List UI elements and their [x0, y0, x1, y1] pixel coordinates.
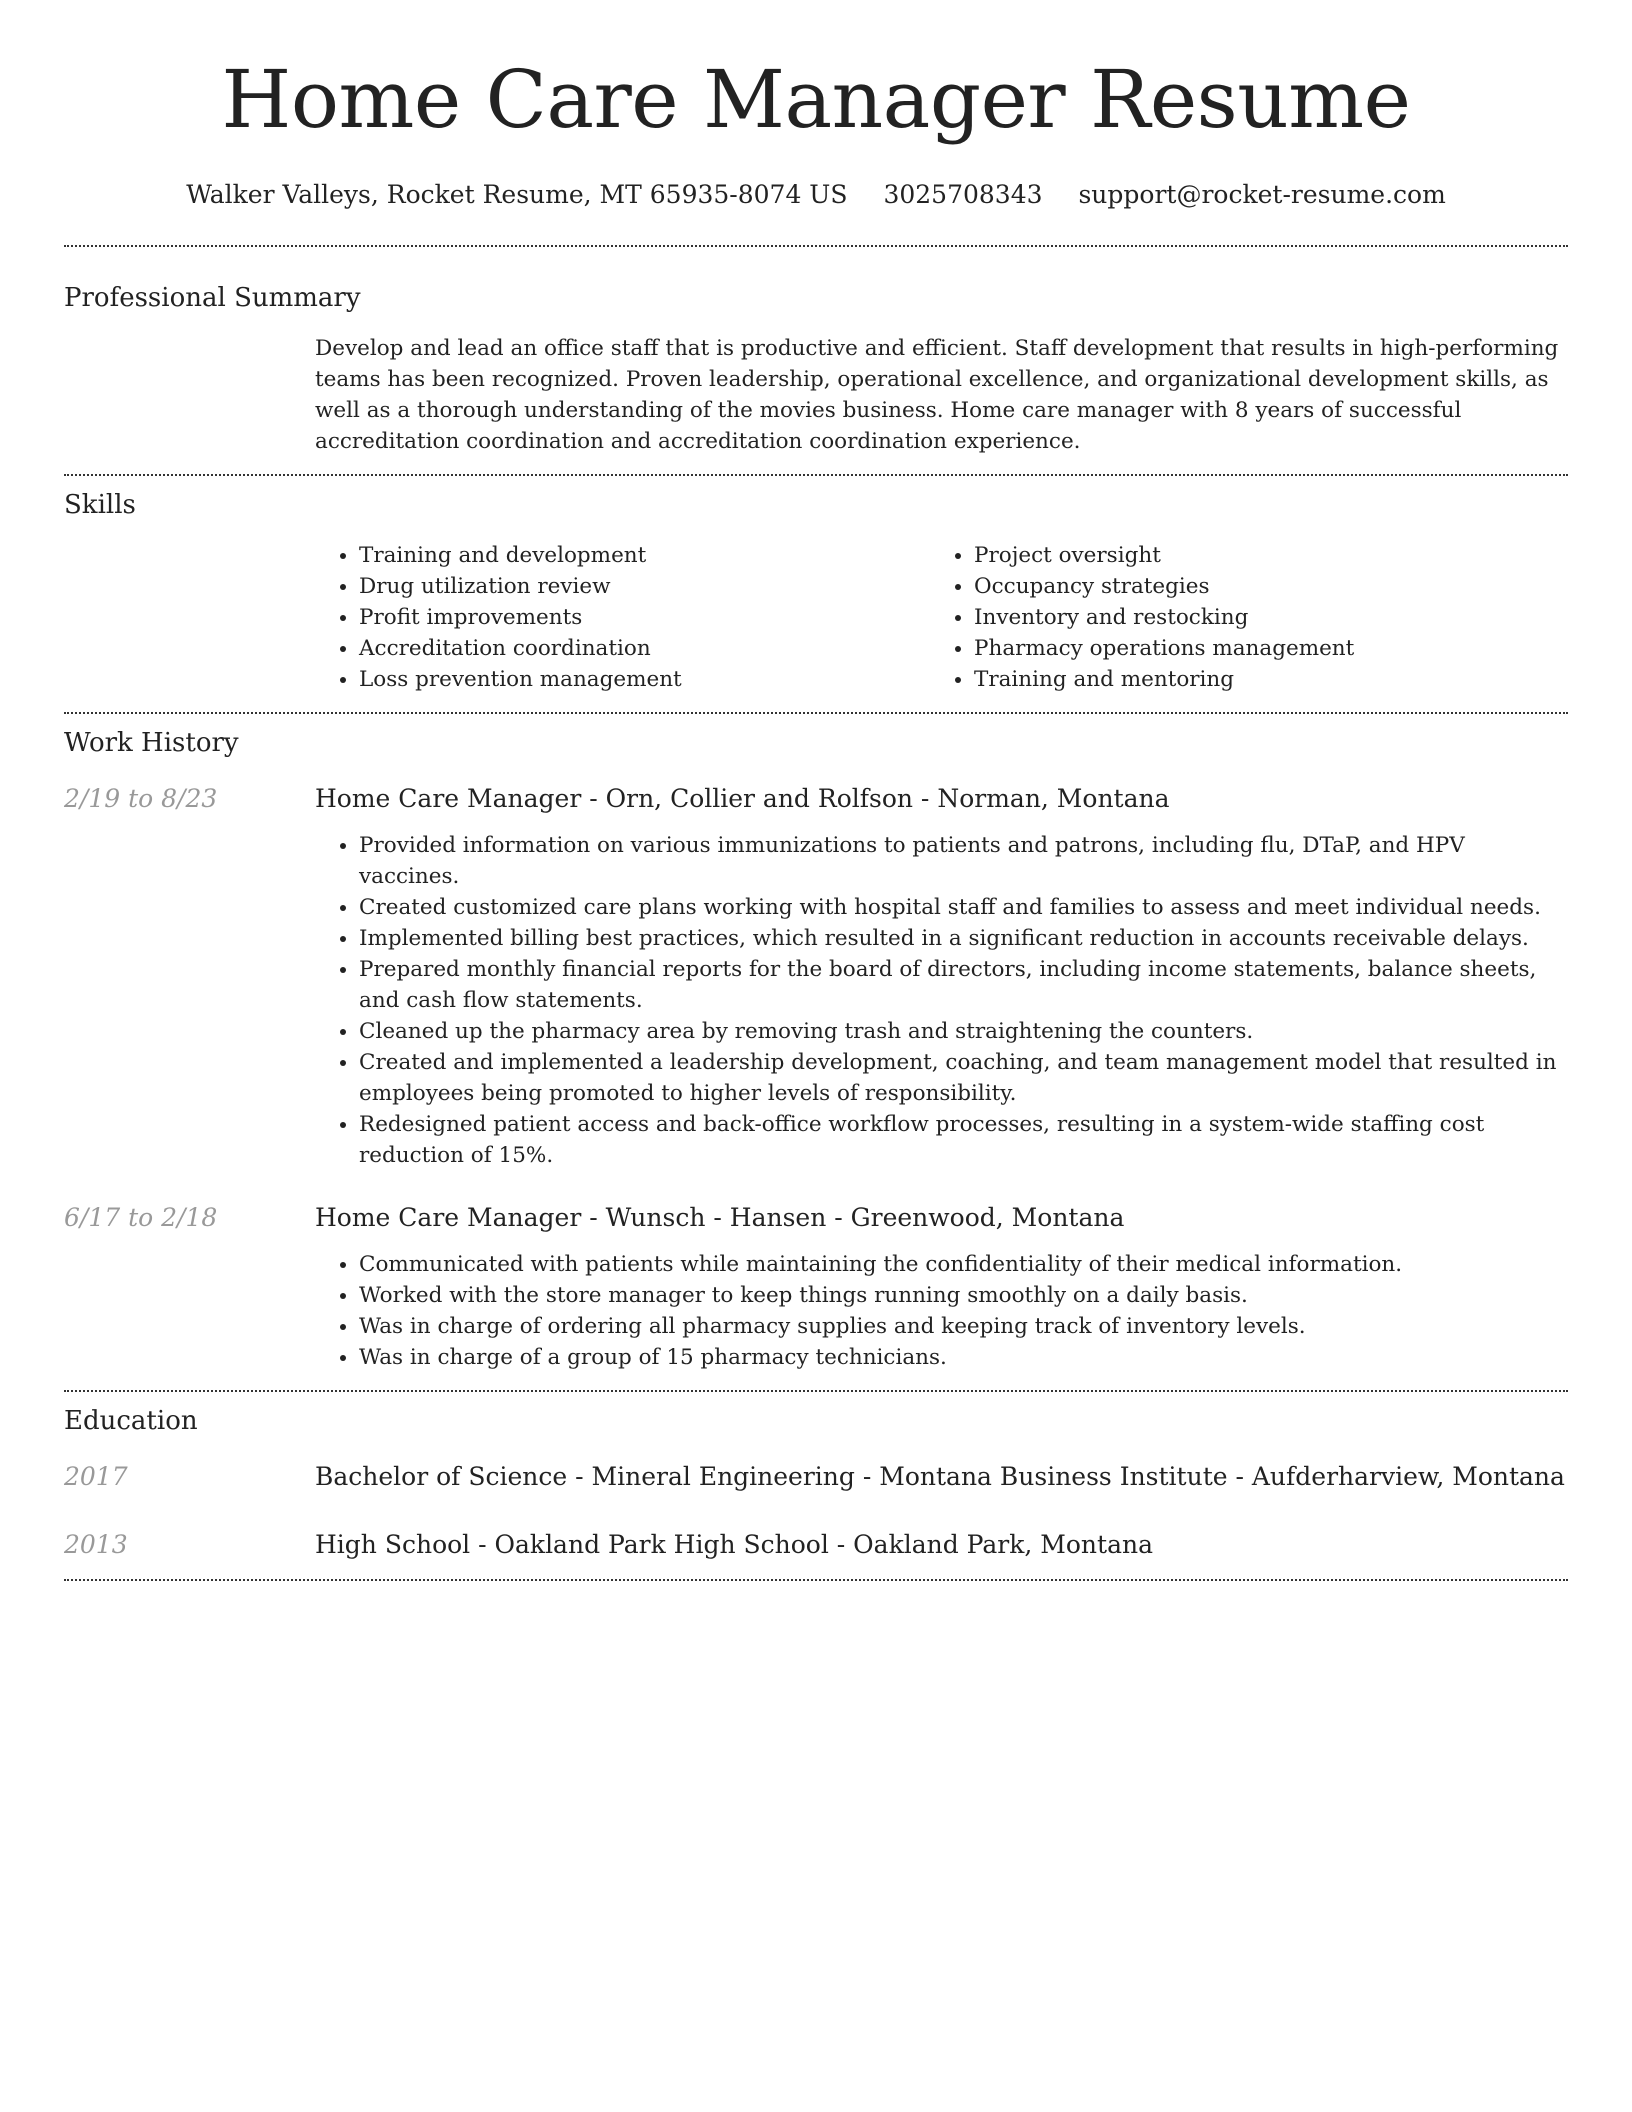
skill-item: • Training and mentoring — [974, 664, 1545, 695]
job-bullet: • Worked with the store manager to keep things running smoothly on a daily basis. — [359, 1280, 1568, 1311]
job-entry — [64, 1201, 1568, 1373]
job-bullet: • Communicated with patients while maintaining the confidentiality of their medical information. — [359, 1249, 1568, 1280]
job-bullet: • Prepared monthly financial reports for the board of directors, including income statements, balance sheets, and cash flow statements. — [359, 954, 1568, 1016]
job-heading: Home Care Manager - Wunsch - Hansen - Greenwood, Montana — [315, 1203, 1125, 1232]
skill-item: • Pharmacy operations management — [974, 633, 1545, 664]
page-title: Home Care Manager Resume — [221, 53, 1411, 146]
job-bullet: • Created customized care plans working with hospital staff and families to assess and meet individual needs. — [359, 892, 1568, 923]
job-entry — [64, 782, 1568, 1171]
education-heading: High School - Oakland Park High School - Oakland Park, Montana — [315, 1530, 1153, 1559]
contact-phone: 3025708343 — [883, 180, 1043, 209]
section-title-work-history: Work History — [64, 728, 239, 758]
job-bullet: • Created and implemented a leadership development, coaching, and team management model that resulted in employees being promoted to higher levels of responsibility. — [359, 1047, 1568, 1109]
contact-address: Walker Valleys, Rocket Resume, MT 65935-8074 US — [186, 180, 848, 209]
education-heading: Bachelor of Science - Mineral Engineering - Montana Business Institute - Aufderharview, Montana — [315, 1462, 1565, 1491]
job-bullet: • Provided information on various immunizations to patients and patrons, including flu, DTaP, and HPV vaccines. — [359, 830, 1568, 892]
education-year: 2013 — [64, 1530, 128, 1559]
section-divider — [64, 1579, 1568, 1581]
summary-text: Develop and lead an office staff that is productive and efficient. Staff development that results in high-performing teams has been recognized. Proven leadership, operational excellence, and organizational development skills, as well as a thorough understanding of the movies business. Home care manager with 8 years of successful accreditation coordination and accreditation coordination experience. — [315, 336, 1559, 454]
education-entry — [64, 1528, 1568, 1562]
education-entry — [64, 1460, 1568, 1494]
job-bullet: • Was in charge of a group of 15 pharmacy technicians. — [359, 1342, 1568, 1373]
skill-item: • Project oversight — [974, 540, 1545, 571]
summary-section — [64, 247, 1568, 457]
section-title-education: Education — [64, 1406, 198, 1436]
skill-item: • Inventory and restocking — [974, 602, 1545, 633]
skill-item: • Occupancy strategies — [974, 571, 1545, 602]
contact-line — [0, 178, 1632, 212]
contact-email: support@rocket-resume.com — [1078, 180, 1446, 209]
job-bullet: • Implemented billing best practices, which resulted in a significant reduction in accounts receivable delays. — [359, 923, 1568, 954]
job-bullet: • Cleaned up the pharmacy area by removing trash and straightening the counters. — [359, 1016, 1568, 1047]
resume-header — [0, 0, 1632, 212]
job-dates: 2/19 to 8/23 — [64, 784, 218, 813]
education-year: 2017 — [64, 1462, 128, 1491]
skills-column-right — [930, 540, 1545, 695]
job-dates: 6/17 to 2/18 — [64, 1203, 218, 1232]
skill-item: • Drug utilization review — [359, 571, 930, 602]
job-heading: Home Care Manager - Orn, Collier and Rolfson - Norman, Montana — [315, 784, 1170, 813]
education-section — [64, 1392, 1568, 1562]
skill-item: • Accreditation coordination — [359, 633, 930, 664]
section-title-skills: Skills — [64, 490, 136, 520]
skill-item: • Loss prevention management — [359, 664, 930, 695]
section-title-summary: Professional Summary — [64, 283, 361, 313]
skills-column-left — [315, 540, 930, 695]
skills-section — [64, 476, 1568, 695]
skill-item: • Training and development — [359, 540, 930, 571]
job-bullet: • Redesigned patient access and back-office workflow processes, resulting in a system-wide staffing cost reduction of 15%. — [359, 1109, 1568, 1171]
skill-item: • Profit improvements — [359, 602, 930, 633]
work-history-section — [64, 714, 1568, 1373]
job-bullet: • Was in charge of ordering all pharmacy supplies and keeping track of inventory levels. — [359, 1311, 1568, 1342]
